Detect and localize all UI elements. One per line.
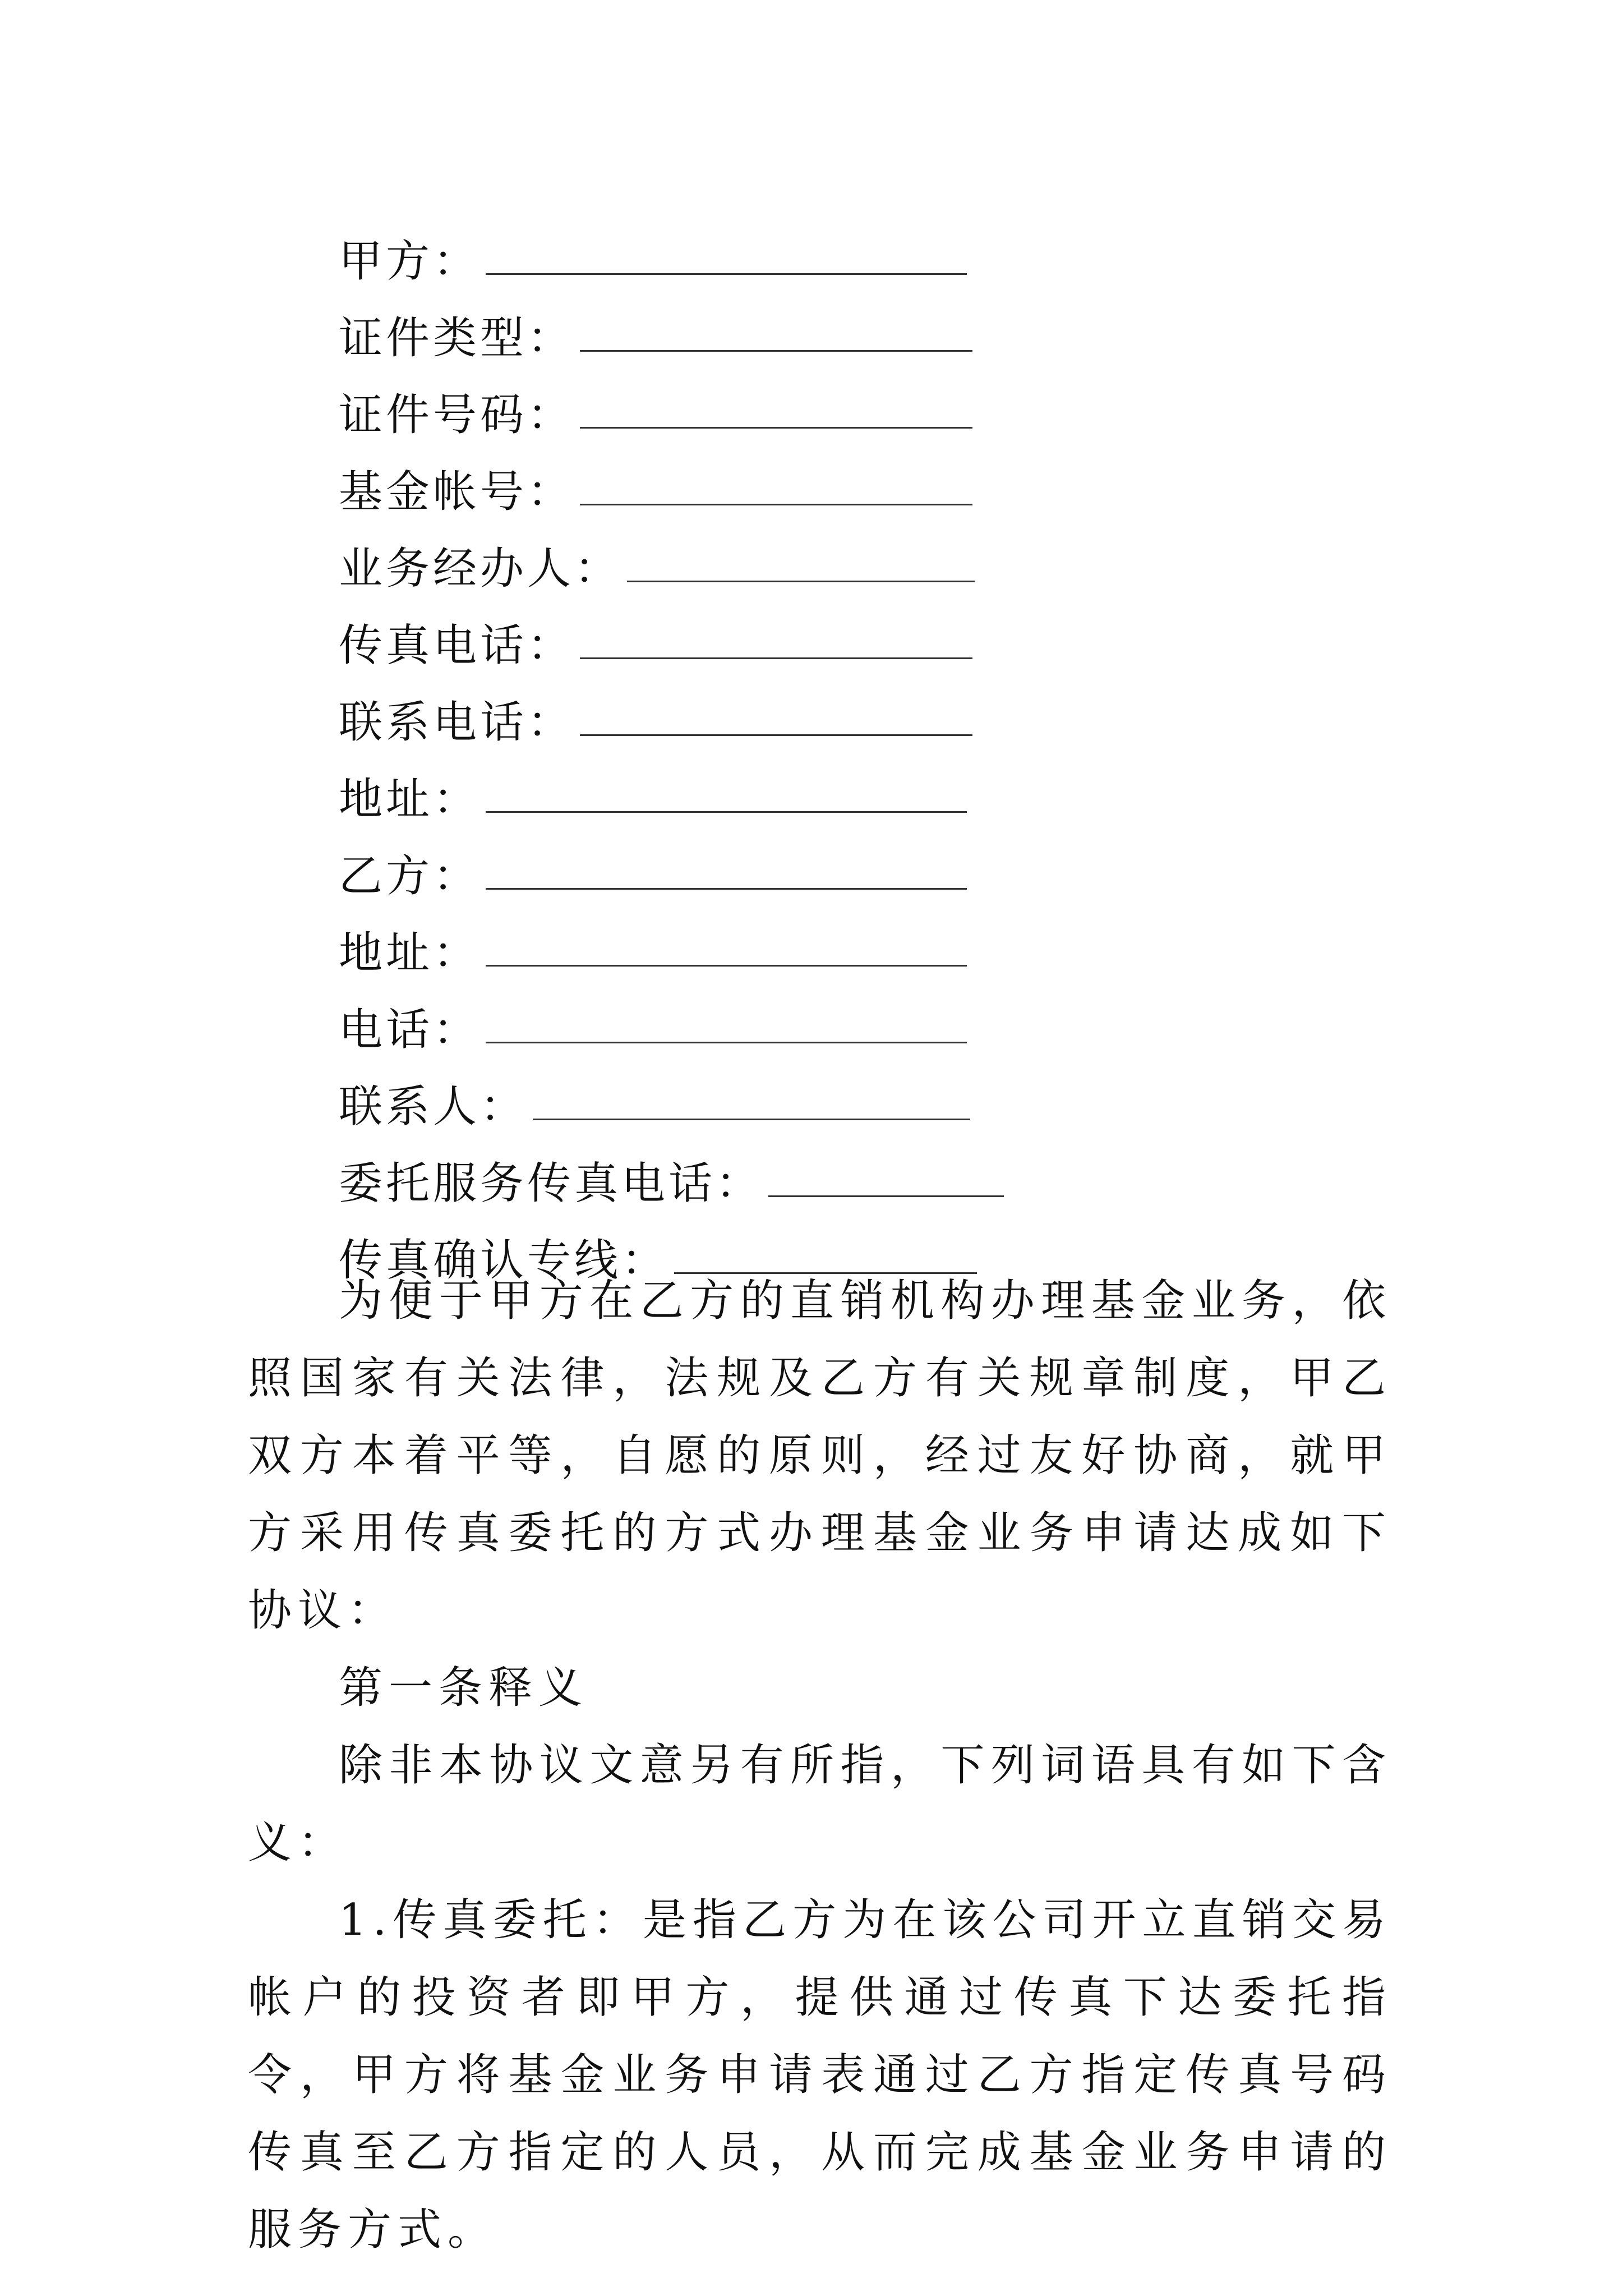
field-label: 地址： <box>339 774 481 825</box>
field-address-b <box>339 910 1004 987</box>
field-blank-line <box>580 624 972 659</box>
article-one-intro: 除非本协议文意另有所指，下列词语具有如下含义： <box>248 1740 1392 1868</box>
field-blank-line <box>486 777 967 813</box>
field-fax-phone <box>339 603 1004 680</box>
field-label: 传真确认专线： <box>339 1235 669 1286</box>
field-contact-phone <box>339 680 1004 757</box>
field-label: 地址： <box>339 927 481 978</box>
field-id-type <box>339 296 1004 372</box>
article-one-title: 第一条释义 <box>339 1663 589 1713</box>
field-blank-line <box>580 701 972 736</box>
field-party-a <box>339 219 1004 296</box>
field-blank-line <box>486 1008 967 1043</box>
field-label: 联系电话： <box>339 697 575 748</box>
field-party-b <box>339 834 1004 910</box>
field-label: 业务经办人： <box>339 543 622 594</box>
field-blank-line <box>768 1162 1004 1197</box>
field-id-number <box>339 372 1004 449</box>
field-label: 甲方： <box>339 236 481 287</box>
field-address-a <box>339 757 1004 834</box>
field-blank-line <box>580 316 972 352</box>
field-label: 电话： <box>339 1004 481 1055</box>
field-blank-line <box>533 1085 970 1120</box>
field-label: 委托服务传真电话： <box>339 1158 763 1209</box>
field-phone-b <box>339 987 1004 1064</box>
field-blank-line <box>486 854 967 890</box>
field-blank-line <box>580 470 972 505</box>
field-label: 乙方： <box>339 850 481 901</box>
field-label: 证件类型： <box>339 312 575 364</box>
field-service-fax <box>339 1141 1004 1218</box>
field-label: 联系人： <box>339 1081 528 1132</box>
field-blank-line <box>486 931 967 967</box>
field-business-handler <box>339 526 1004 603</box>
agreement-body <box>248 1262 1392 2269</box>
field-label: 传真电话： <box>339 620 575 671</box>
field-fund-account <box>339 449 1004 526</box>
field-label: 基金帐号： <box>339 466 575 517</box>
field-blank-line <box>627 547 975 582</box>
definition-fax-entrustment: 1.传真委托：是指乙方为在该公司开立直销交易帐户的投资者即甲方，提供通过传真下达委托指令，甲方将基金业务申请表通过乙方指定传真号码传真至乙方指定的人员，从而完成基金业务申请的服务方式。 <box>248 1895 1392 2255</box>
field-blank-line <box>580 393 972 429</box>
field-label: 证件号码： <box>339 389 575 440</box>
field-blank-line <box>486 240 967 275</box>
field-contact-person <box>339 1064 1004 1141</box>
preamble-paragraph: 为便于甲方在乙方的直销机构办理基金业务，依照国家有关法律，法规及乙方有关规章制度，甲乙双方本着平等，自愿的原则，经过友好协商，就甲方采用传真委托的方式办理基金业务申请达成如下协议： <box>248 1276 1392 1636</box>
agreement-fields <box>339 219 1004 1295</box>
